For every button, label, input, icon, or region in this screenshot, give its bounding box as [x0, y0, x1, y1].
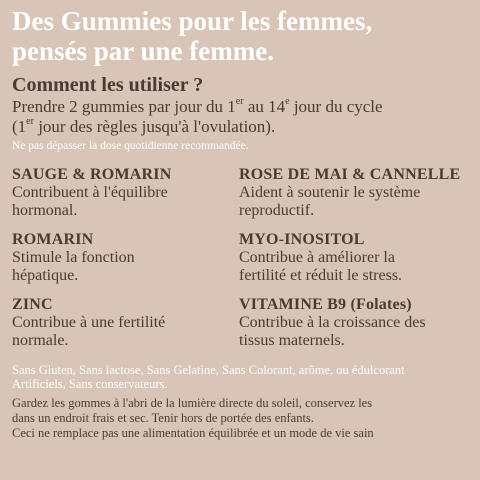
- footer-line-3: Ceci ne remplace pas une alimentation équilibrée et un mode de vie sain: [12, 426, 374, 440]
- ingredient-myo-inositol: [239, 231, 468, 285]
- ingredient-desc-2: hormonal.: [12, 202, 78, 219]
- ingredient-zinc: [12, 296, 239, 350]
- ingredient-desc-1: Contribue à améliorer la: [239, 249, 395, 266]
- usage-line-1-a: Prendre 2 gummies par jour du 1: [12, 97, 236, 116]
- ingredient-rose-cannelle: [239, 166, 468, 220]
- ingredient-desc-2: hépatique.: [12, 267, 79, 284]
- dose-warning: Ne pas dépasser la dose quotidienne recommandée.: [12, 140, 249, 152]
- ingredient-desc-2: fertilité et réduit le stress.: [239, 267, 403, 284]
- ingredient-desc-2: tissus maternels.: [239, 332, 345, 349]
- title-line-2: pensés par une femme.: [12, 36, 274, 66]
- page-title: [12, 6, 468, 66]
- ingredient-vitamine-b9: [239, 296, 468, 350]
- usage-sup-3: er: [26, 116, 34, 128]
- ingredient-desc-2: normale.: [12, 332, 69, 349]
- ingredient-romarin: [12, 231, 239, 285]
- usage-line-2-a: (1: [12, 117, 27, 136]
- ingredient-desc-1: Aident à soutenir le système: [239, 184, 421, 201]
- ingredient-desc-1: Contribuent à l'équilibre: [12, 184, 168, 201]
- ingredient-desc-1: Stimule la fonction: [12, 249, 135, 266]
- usage-line-1-b: au 14: [243, 97, 286, 116]
- ingredient-name: SAUGE & ROMARIN: [12, 166, 172, 183]
- ingredient-name: ROSE DE MAI & CANNELLE: [239, 166, 461, 183]
- free-from-list: [12, 363, 468, 391]
- usage-line-1: [12, 97, 468, 117]
- ingredients-grid: [12, 166, 468, 350]
- storage-instructions: [12, 396, 468, 441]
- usage-section: [12, 75, 468, 154]
- ingredient-desc-1: Contribue à une fertilité: [12, 314, 166, 331]
- usage-sup-2: e: [285, 96, 290, 108]
- ingredient-name: ROMARIN: [12, 231, 94, 248]
- title-line-1: Des Gummies pour les femmes,: [12, 6, 373, 36]
- footer-line-1: Gardez les gommes à l'abri de la lumière directe du soleil, conservez les: [12, 396, 373, 410]
- ingredient-sauge-romarin: [12, 166, 239, 220]
- usage-line-1-c: jour du cycle: [289, 97, 383, 116]
- ingredient-desc-2: reproductif.: [239, 202, 315, 219]
- usage-line-2: [12, 117, 468, 137]
- ingredient-name: ZINC: [12, 296, 53, 313]
- free-from-line-1: Sans Gluten, Sans lactose, Sans Gelatine, Sans Colorant, arôme, ou édulcorant: [12, 363, 405, 377]
- usage-heading: Comment les utiliser ?: [12, 74, 204, 96]
- free-from-line-2: Artificiels, Sans conservateurs.: [12, 377, 168, 391]
- usage-sup-1: er: [235, 96, 244, 108]
- ingredient-name: VITAMINE B9 (Folates): [239, 296, 412, 313]
- ingredient-desc-1: Contribue à la croissance des: [239, 314, 426, 331]
- footer-line-2: dans un endroit frais et sec. Tenir hors de portée des enfants.: [12, 411, 314, 425]
- usage-line-2-b: jour des règles jusqu'à l'ovulation).: [33, 117, 276, 136]
- ingredient-name: MYO-INOSITOL: [239, 231, 365, 248]
